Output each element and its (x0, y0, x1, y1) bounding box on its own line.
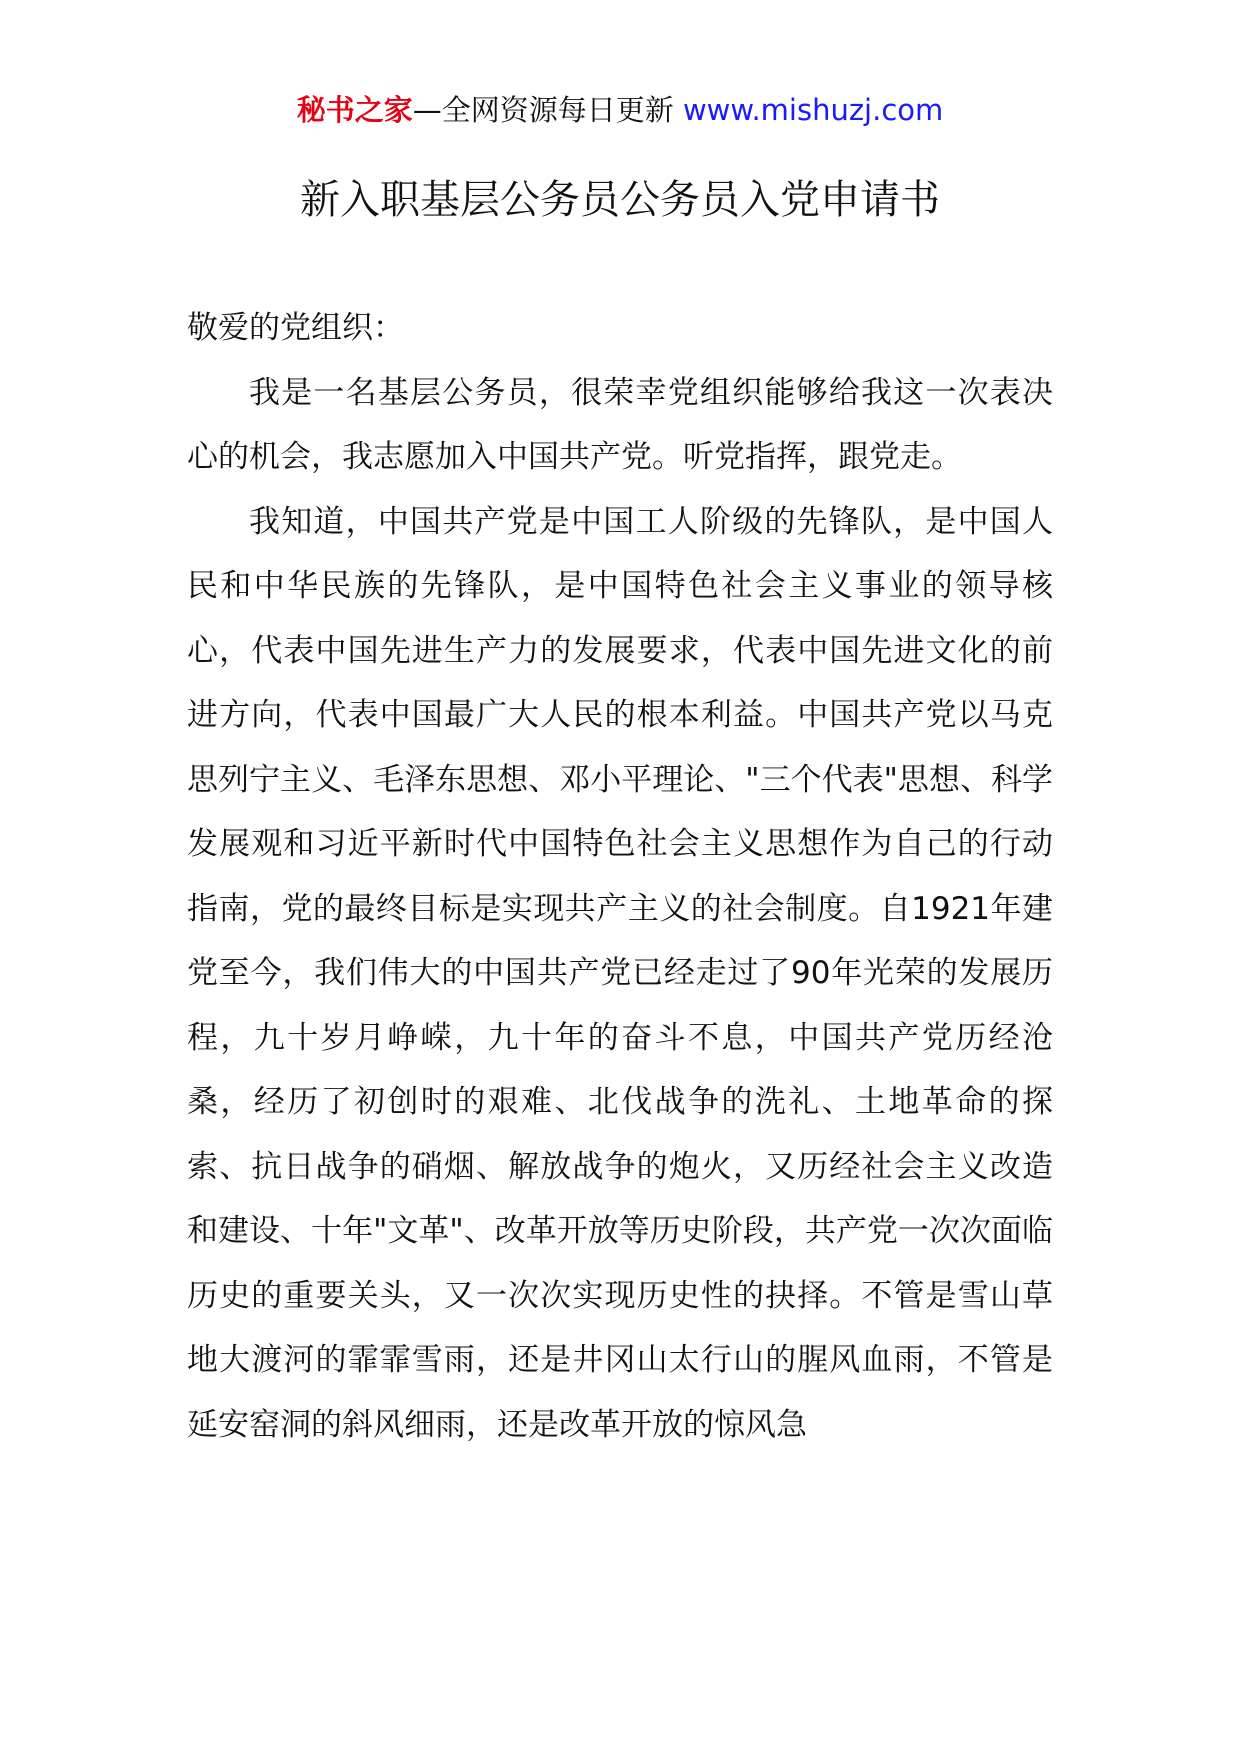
site-url-link[interactable]: www.mishuzj.com (682, 93, 944, 127)
document-body (187, 296, 1053, 1457)
site-tagline: —全网资源每日更新 (412, 93, 674, 127)
salutation: 敬爱的党组织： (187, 310, 404, 346)
site-header (0, 90, 1240, 130)
paragraph: 我是一名基层公务员，很荣幸党组织能够给我这一次表决心的机会，我志愿加入中国共产党。听党指挥，跟党走。 (187, 374, 1053, 475)
document-title: 新入职基层公务员公务员入党申请书 (300, 177, 940, 223)
site-brand: 秘书之家 (296, 93, 413, 127)
paragraph: 我知道，中国共产党是中国工人阶级的先锋队，是中国人民和中华民族的先锋队，是中国特色社会主义事业的领导核心，代表中国先进生产力的发展要求，代表中国先进文化的前进方向，代表中国最广大人民的根本利益。中国共产党以马克思列宁主义、毛泽东思想、邓小平理论、"三个代表"思想、科学发展观和习近平新时代中国特色社会主义思想作为自己的行动指南，党的最终目标是实现共产主义的社会制度。自1921年建党至今，我们伟大的中国共产党已经走过了90年光荣的发展历程，九十岁月峥嵘，九十年的奋斗不息，中国共产党历经沧桑，经历了初创时的艰难、北伐战争的洗礼、土地革命的探索、抗日战争的硝烟、解放战争的炮火，又历经社会主义改造和建设、十年"文革"、改革开放等历史阶段，共产党一次次面临历史的重要关头，又一次次实现历史性的抉择。不管是雪山草地大渡河的霏霏雪雨，还是井冈山太行山的腥风血雨，不管是延安窑洞的斜风细雨，还是改革开放的惊风急 (187, 503, 1053, 1443)
